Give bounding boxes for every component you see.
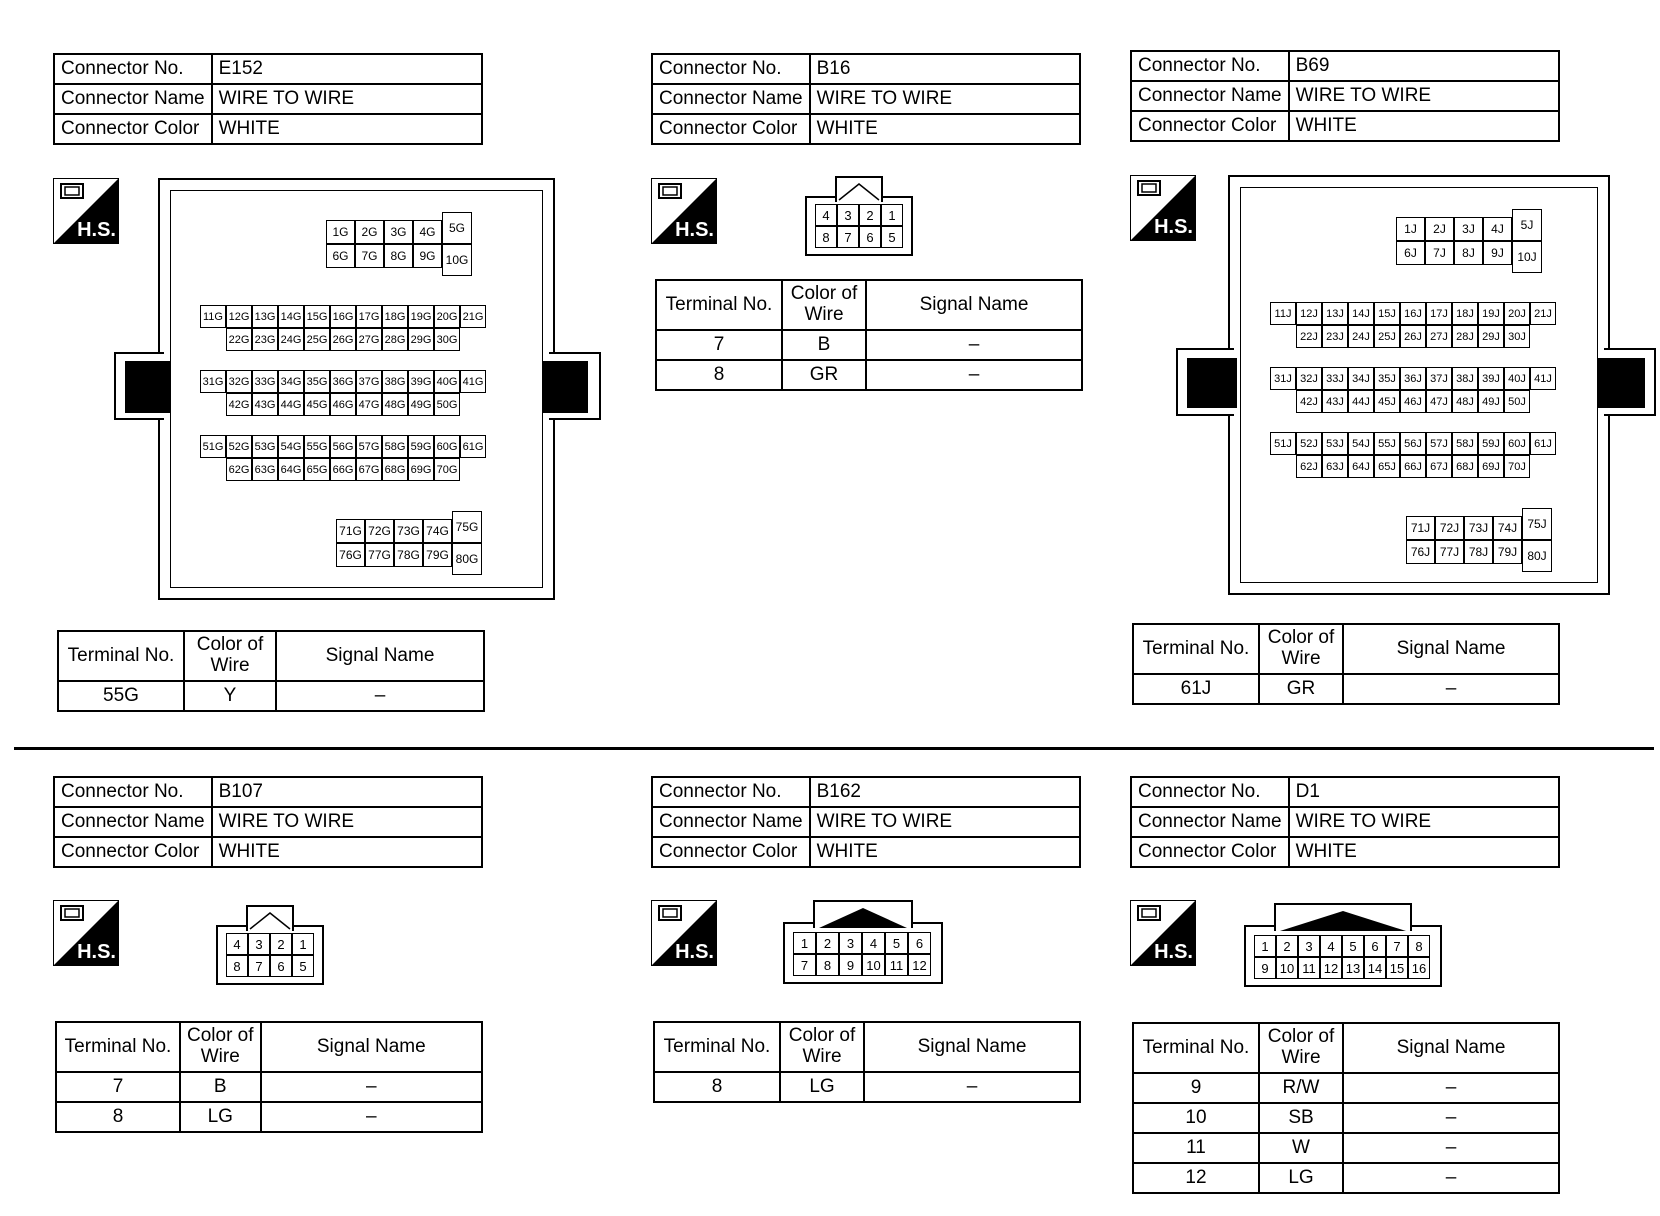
terminal-pin: 64J xyxy=(1348,455,1374,478)
terminal-pin: 2 xyxy=(859,204,881,226)
terminal-pin: 3 xyxy=(248,933,270,955)
terminal-pin: 5J xyxy=(1512,209,1542,241)
terminal-pin: 1 xyxy=(292,933,314,955)
terminal-pin: 75G xyxy=(452,511,482,543)
terminal-pin: 16J xyxy=(1400,302,1426,325)
terminal-pin: 50J xyxy=(1504,390,1530,413)
terminal-pin: 3 xyxy=(837,204,859,226)
terminal-pin: 45G xyxy=(304,393,330,416)
terminal-pin: 73J xyxy=(1464,516,1493,540)
harness-side-icon: H.S. xyxy=(53,900,119,966)
terminal-pin: 49J xyxy=(1478,390,1504,413)
terminal-pin: 2 xyxy=(816,932,839,954)
harness-side-icon xyxy=(53,178,119,244)
color-of-wire-header: Color of Wire xyxy=(184,631,276,681)
terminal-pin: 6 xyxy=(908,932,931,954)
table-row: 61J GR – xyxy=(1133,674,1559,704)
terminal-table-b107: Terminal No. Color of Wire Signal Name 7 B – 8 LG – xyxy=(55,1021,483,1133)
terminal-pin: 30J xyxy=(1504,325,1530,348)
terminal-pin: 32G xyxy=(226,370,252,393)
terminal-pin: 9 xyxy=(1254,957,1276,979)
terminal-pin: 62G xyxy=(226,458,252,481)
terminal-pin: 13 xyxy=(1342,957,1364,979)
terminal-pin: 11G xyxy=(200,305,226,328)
terminal-pin: 55G xyxy=(304,435,330,458)
hs-label: H.S. xyxy=(77,219,116,241)
terminal-pin: 77G xyxy=(365,543,394,567)
terminal-pin: 75J xyxy=(1522,508,1552,540)
terminal-pin: 22G xyxy=(226,328,252,351)
terminal-pin: 73G xyxy=(394,519,423,543)
terminal-pin: 45J xyxy=(1374,390,1400,413)
terminal-pin: 14 xyxy=(1364,957,1386,979)
terminal-pin: 65G xyxy=(304,458,330,481)
terminal-pin: 9J xyxy=(1483,241,1512,265)
terminal-pin: 27J xyxy=(1426,325,1452,348)
terminal-pin: 11 xyxy=(1298,957,1320,979)
terminal-pin: 10J xyxy=(1512,241,1542,273)
terminal-pin: 62J xyxy=(1296,455,1322,478)
terminal-pin: 6 xyxy=(270,955,292,977)
terminal-pin: 26G xyxy=(330,328,356,351)
terminal-pin: 41J xyxy=(1530,367,1556,390)
terminal-pin: 34G xyxy=(278,370,304,393)
terminal-pin: 12 xyxy=(1320,957,1342,979)
terminal-pin: 29J xyxy=(1478,325,1504,348)
table-row: 8 LG – xyxy=(56,1102,482,1132)
terminal-pin: 10 xyxy=(862,954,885,976)
terminal-pin: 3 xyxy=(1298,935,1320,957)
terminal-table-b16: Terminal No. Color of Wire Signal Name 7 B – 8 GR – xyxy=(655,279,1083,391)
terminal-pin: 35J xyxy=(1374,367,1400,390)
terminal-pin: 69J xyxy=(1478,455,1504,478)
terminal-pin: 70J xyxy=(1504,455,1530,478)
terminal-pin: 8G xyxy=(384,244,413,268)
terminal-pin: 7 xyxy=(837,226,859,248)
terminal-pin: 53G xyxy=(252,435,278,458)
terminal-pin: 8 xyxy=(226,955,248,977)
signal-name-header: Signal Name xyxy=(276,631,484,681)
connector-info-b16: Connector No. B16 Connector Name WIRE TO WIRE Connector Color WHITE xyxy=(651,53,1081,145)
terminal-pin: 8J xyxy=(1454,241,1483,265)
terminal-pin: 68J xyxy=(1452,455,1478,478)
terminal-pin: 40G xyxy=(434,370,460,393)
terminal-pin: 6G xyxy=(326,244,355,268)
terminal-pin: 71J xyxy=(1406,516,1435,540)
terminal-pin: 49G xyxy=(408,393,434,416)
section-divider xyxy=(14,747,1654,750)
terminal-pin: 4J xyxy=(1483,217,1512,241)
terminal-pin: 14G xyxy=(278,305,304,328)
terminal-pin: 74J xyxy=(1493,516,1522,540)
table-row: 7 B – xyxy=(56,1072,482,1102)
terminal-pin: 22J xyxy=(1296,325,1322,348)
terminal-pin: 10 xyxy=(1276,957,1298,979)
terminal-pin: 27G xyxy=(356,328,382,351)
terminal-pin: 24J xyxy=(1348,325,1374,348)
terminal-pin: 3G xyxy=(384,220,413,244)
terminal-pin: 7 xyxy=(1386,935,1408,957)
terminal-pin: 7J xyxy=(1425,241,1454,265)
connector-lock-tab xyxy=(813,900,913,928)
terminal-pin: 33G xyxy=(252,370,278,393)
terminal-pin: 20G xyxy=(434,305,460,328)
table-row: 7 B – xyxy=(656,330,1082,360)
table-row: 55G Y – xyxy=(58,681,484,711)
terminal-pin: 23J xyxy=(1322,325,1348,348)
terminal-pin: 72G xyxy=(365,519,394,543)
terminal-pin: 21G xyxy=(460,305,486,328)
terminal-pin: 5G xyxy=(442,212,472,244)
terminal-pin: 34J xyxy=(1348,367,1374,390)
terminal-pin: 69G xyxy=(408,458,434,481)
terminal-pin: 28J xyxy=(1452,325,1478,348)
terminal-pin: 28G xyxy=(382,328,408,351)
terminal-pin: 13J xyxy=(1322,302,1348,325)
connector-info-b162: Connector No. B162 Connector Name WIRE TO WIRE Connector Color WHITE xyxy=(651,776,1081,868)
terminal-pin: 59G xyxy=(408,435,434,458)
terminal-pin: 53J xyxy=(1322,432,1348,455)
terminal-table-d1: Terminal No. Color of Wire Signal Name 9 R/W – 10 SB – 11 W – 12 LG – xyxy=(1132,1022,1560,1194)
terminal-pin: 77J xyxy=(1435,540,1464,564)
terminal-pin: 15G xyxy=(304,305,330,328)
terminal-pin: 57G xyxy=(356,435,382,458)
terminal-pin: 47J xyxy=(1426,390,1452,413)
terminal-pin: 26J xyxy=(1400,325,1426,348)
terminal-pin: 38J xyxy=(1452,367,1478,390)
terminal-pin: 18G xyxy=(382,305,408,328)
terminal-pin: 67G xyxy=(356,458,382,481)
terminal-pin: 10G xyxy=(442,244,472,276)
terminal-pin: 63G xyxy=(252,458,278,481)
terminal-pin: 33J xyxy=(1322,367,1348,390)
harness-side-icon: H.S. xyxy=(651,178,717,244)
terminal-no-header: Terminal No. xyxy=(58,631,184,681)
harness-side-icon: H.S. xyxy=(651,900,717,966)
terminal-pin: 52G xyxy=(226,435,252,458)
terminal-pin: 31G xyxy=(200,370,226,393)
terminal-pin: 66G xyxy=(330,458,356,481)
terminal-pin: 44J xyxy=(1348,390,1374,413)
table-row: 9 R/W – xyxy=(1133,1073,1559,1103)
terminal-pin: 51J xyxy=(1270,432,1296,455)
terminal-pin: 21J xyxy=(1530,302,1556,325)
terminal-pin: 4 xyxy=(862,932,885,954)
terminal-pin: 12 xyxy=(908,954,931,976)
terminal-pin: 40J xyxy=(1504,367,1530,390)
terminal-pin: 52J xyxy=(1296,432,1322,455)
terminal-pin: 18J xyxy=(1452,302,1478,325)
terminal-pin: 68G xyxy=(382,458,408,481)
terminal-table-e152 xyxy=(57,630,485,712)
terminal-pin: 1J xyxy=(1396,217,1425,241)
terminal-pin: 2 xyxy=(1276,935,1298,957)
table-row: 10 SB – xyxy=(1133,1103,1559,1133)
terminal-pin: 56J xyxy=(1400,432,1426,455)
terminal-pin: 61G xyxy=(460,435,486,458)
terminal-pin: 31J xyxy=(1270,367,1296,390)
terminal-pin: 17J xyxy=(1426,302,1452,325)
harness-side-icon: H.S. xyxy=(1130,900,1196,966)
terminal-pin: 36G xyxy=(330,370,356,393)
terminal-pin: 76G xyxy=(336,543,365,567)
connector-color-label: Connector Color xyxy=(54,114,212,144)
terminal-pin: 9 xyxy=(839,954,862,976)
terminal-pin: 11J xyxy=(1270,302,1296,325)
terminal-pin: 38G xyxy=(382,370,408,393)
terminal-pin: 46J xyxy=(1400,390,1426,413)
terminal-pin: 5 xyxy=(1342,935,1364,957)
terminal-pin: 8 xyxy=(816,954,839,976)
connector-info-b107: Connector No. B107 Connector Name WIRE TO WIRE Connector Color WHITE xyxy=(53,776,483,868)
terminal-pin: 37J xyxy=(1426,367,1452,390)
connector-lock-tab xyxy=(835,176,883,202)
terminal-pin: 51G xyxy=(200,435,226,458)
terminal-pin: 60G xyxy=(434,435,460,458)
terminal-pin: 71G xyxy=(336,519,365,543)
harness-side-icon: H.S. xyxy=(1130,175,1196,241)
terminal-pin: 15J xyxy=(1374,302,1400,325)
terminal-pin: 79J xyxy=(1493,540,1522,564)
terminal-pin: 66J xyxy=(1400,455,1426,478)
terminal-pin: 19J xyxy=(1478,302,1504,325)
terminal-pin: 12J xyxy=(1296,302,1322,325)
terminal-pin: 5 xyxy=(292,955,314,977)
connector-lock-tab xyxy=(1274,903,1412,931)
terminal-pin: 47G xyxy=(356,393,382,416)
terminal-table-b162: Terminal No. Color of Wire Signal Name 8 LG – xyxy=(653,1021,1081,1103)
terminal-pin: 80J xyxy=(1522,540,1552,572)
terminal-pin: 42G xyxy=(226,393,252,416)
terminal-pin: 30G xyxy=(434,328,460,351)
connector-info-b69: Connector No. B69 Connector Name WIRE TO WIRE Connector Color WHITE xyxy=(1130,50,1560,142)
table-row: 11 W – xyxy=(1133,1133,1559,1163)
terminal-pin: 58G xyxy=(382,435,408,458)
terminal-pin: 37G xyxy=(356,370,382,393)
terminal-pin: 16 xyxy=(1408,957,1430,979)
terminal-pin: 29G xyxy=(408,328,434,351)
terminal-pin: 54J xyxy=(1348,432,1374,455)
connector-color-value: WHITE xyxy=(212,114,482,144)
terminal-pin: 48G xyxy=(382,393,408,416)
terminal-pin: 32J xyxy=(1296,367,1322,390)
terminal-pin: 78J xyxy=(1464,540,1493,564)
terminal-pin: 8 xyxy=(815,226,837,248)
terminal-pin: 4 xyxy=(226,933,248,955)
connector-no-label: Connector No. xyxy=(54,54,212,84)
terminal-pin: 36J xyxy=(1400,367,1426,390)
terminal-pin: 4 xyxy=(815,204,837,226)
terminal-pin: 42J xyxy=(1296,390,1322,413)
terminal-pin: 17G xyxy=(356,305,382,328)
terminal-pin: 70G xyxy=(434,458,460,481)
terminal-pin: 74G xyxy=(423,519,452,543)
connector-lock-tab xyxy=(246,905,294,931)
terminal-pin: 55J xyxy=(1374,432,1400,455)
table-row: 8 LG – xyxy=(654,1072,1080,1102)
connector-info-e152 xyxy=(53,53,483,145)
terminal-pin: 4 xyxy=(1320,935,1342,957)
terminal-pin: 1 xyxy=(1254,935,1276,957)
terminal-pin: 72J xyxy=(1435,516,1464,540)
terminal-pin: 7 xyxy=(793,954,816,976)
terminal-pin: 8 xyxy=(1408,935,1430,957)
terminal-pin: 58J xyxy=(1452,432,1478,455)
terminal-pin: 80G xyxy=(452,543,482,575)
terminal-pin: 64G xyxy=(278,458,304,481)
terminal-pin: 13G xyxy=(252,305,278,328)
connector-name-value: WIRE TO WIRE xyxy=(212,84,482,114)
terminal-pin: 6 xyxy=(859,226,881,248)
terminal-pin: 19G xyxy=(408,305,434,328)
terminal-pin: 54G xyxy=(278,435,304,458)
terminal-pin: 7G xyxy=(355,244,384,268)
terminal-pin: 44G xyxy=(278,393,304,416)
terminal-pin: 6J xyxy=(1396,241,1425,265)
table-row: 8 GR – xyxy=(656,360,1082,390)
terminal-pin: 5 xyxy=(885,932,908,954)
terminal-pin: 23G xyxy=(252,328,278,351)
terminal-pin: 35G xyxy=(304,370,330,393)
terminal-pin: 24G xyxy=(278,328,304,351)
terminal-pin: 57J xyxy=(1426,432,1452,455)
terminal-pin: 56G xyxy=(330,435,356,458)
terminal-pin: 60J xyxy=(1504,432,1530,455)
terminal-pin: 1 xyxy=(881,204,903,226)
terminal-pin: 6 xyxy=(1364,935,1386,957)
terminal-pin: 76J xyxy=(1406,540,1435,564)
terminal-pin: 25G xyxy=(304,328,330,351)
terminal-pin: 39G xyxy=(408,370,434,393)
table-row: 12 LG – xyxy=(1133,1163,1559,1193)
terminal-pin: 20J xyxy=(1504,302,1530,325)
terminal-pin: 2 xyxy=(270,933,292,955)
terminal-pin: 12G xyxy=(226,305,252,328)
terminal-pin: 4G xyxy=(413,220,442,244)
terminal-pin: 9G xyxy=(413,244,442,268)
terminal-pin: 67J xyxy=(1426,455,1452,478)
connector-no-value: E152 xyxy=(212,54,482,84)
terminal-pin: 65J xyxy=(1374,455,1400,478)
terminal-pin: 63J xyxy=(1322,455,1348,478)
terminal-pin: 11 xyxy=(885,954,908,976)
terminal-pin: 5 xyxy=(881,226,903,248)
terminal-pin: 16G xyxy=(330,305,356,328)
terminal-pin: 25J xyxy=(1374,325,1400,348)
terminal-pin: 15 xyxy=(1386,957,1408,979)
terminal-pin: 1G xyxy=(326,220,355,244)
terminal-pin: 43G xyxy=(252,393,278,416)
terminal-pin: 43J xyxy=(1322,390,1348,413)
terminal-pin: 78G xyxy=(394,543,423,567)
terminal-pin: 61J xyxy=(1530,432,1556,455)
terminal-pin: 3J xyxy=(1454,217,1483,241)
terminal-pin: 41G xyxy=(460,370,486,393)
terminal-pin: 46G xyxy=(330,393,356,416)
terminal-pin: 59J xyxy=(1478,432,1504,455)
terminal-pin: 1 xyxy=(793,932,816,954)
terminal-pin: 48J xyxy=(1452,390,1478,413)
terminal-pin: 2J xyxy=(1425,217,1454,241)
connector-name-label: Connector Name xyxy=(54,84,212,114)
terminal-pin: 39J xyxy=(1478,367,1504,390)
terminal-pin: 50G xyxy=(434,393,460,416)
terminal-pin: 79G xyxy=(423,543,452,567)
terminal-table-b69: Terminal No. Color of Wire Signal Name 61J GR – xyxy=(1132,623,1560,705)
terminal-pin: 3 xyxy=(839,932,862,954)
terminal-pin: 7 xyxy=(248,955,270,977)
terminal-pin: 14J xyxy=(1348,302,1374,325)
connector-info-d1: Connector No. D1 Connector Name WIRE TO WIRE Connector Color WHITE xyxy=(1130,776,1560,868)
terminal-pin: 2G xyxy=(355,220,384,244)
